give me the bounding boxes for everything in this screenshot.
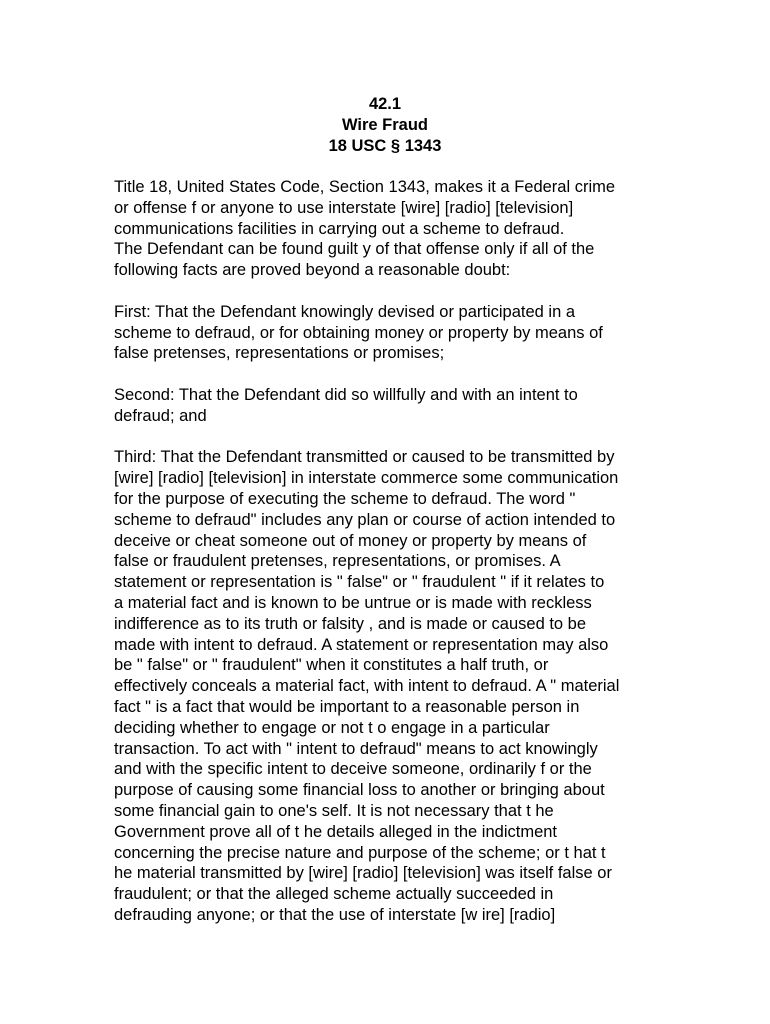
- text-line: Government prove all of t he details alleged in the indictment: [114, 822, 558, 841]
- text-line: indifference as to its truth or falsity , and is made or caused to be: [114, 614, 587, 633]
- text-line: Third: That the Defendant transmitted or caused to be transmitted by: [114, 448, 615, 467]
- text-line: be " false" or " fraudulent" when it constitutes a half truth, or: [114, 656, 549, 675]
- text-line: concerning the precise nature and purpose of the scheme; or t hat t: [114, 843, 606, 862]
- paragraph-spacer: [114, 364, 674, 385]
- text-line: for the purpose of executing the scheme to defraud. The word ": [114, 489, 576, 508]
- text-line: defraud; and: [114, 406, 207, 425]
- paragraph-spacer: [114, 427, 674, 448]
- text-line: false pretenses, representations or promises;: [114, 344, 445, 363]
- text-line: a material fact and is known to be untrue or is made with reckless: [114, 593, 592, 612]
- text-line: [wire] [radio] [television] in interstate commerce some communication: [114, 469, 619, 488]
- document-body: [114, 177, 674, 926]
- section-number: 42.1: [368, 95, 402, 113]
- text-line: fact " is a fact that would be important to a reasonable person in: [114, 697, 580, 716]
- text-line: false or fraudulent pretenses, representations, or promises. A: [114, 552, 561, 571]
- element-first-paragraph: [114, 302, 674, 364]
- text-line: scheme to defraud" includes any plan or course of action intended to: [114, 510, 616, 529]
- text-line: and with the specific intent to deceive someone, ordinarily f or the: [114, 760, 592, 779]
- paragraph-spacer: [114, 281, 674, 302]
- text-line: Title 18, United States Code, Section 1343, makes it a Federal crime: [114, 178, 616, 196]
- text-line: deceive or cheat someone out of money or property by means of: [114, 531, 587, 550]
- text-line: he material transmitted by [wire] [radio] [television] was itself false or: [114, 864, 612, 883]
- text-line: communications facilities in carrying out a scheme to defraud.: [114, 219, 565, 238]
- text-line: effectively conceals a material fact, with intent to defraud. A " material: [114, 677, 620, 696]
- statute-citation: 18 USC § 1343: [328, 136, 442, 155]
- text-line: some financial gain to one's self. It is not necessary that t he: [114, 801, 554, 820]
- text-line: deciding whether to engage or not t o engage in a particular: [114, 718, 550, 737]
- text-line: made with intent to defraud. A statement or representation may also: [114, 635, 609, 654]
- element-second-paragraph: [114, 385, 674, 427]
- text-line: transaction. To act with " intent to defraud" means to act knowingly: [114, 739, 598, 758]
- text-line: defrauding anyone; or that the use of interstate [w ire] [radio]: [114, 905, 556, 924]
- document-heading: [0, 94, 770, 156]
- text-line: purpose of causing some financial loss to another or bringing about: [114, 781, 605, 800]
- text-line: fraudulent; or that the alleged scheme actually succeeded in: [114, 885, 554, 904]
- section-title: Wire Fraud: [341, 115, 429, 134]
- intro-paragraph: [114, 177, 674, 281]
- text-line: Second: That the Defendant did so willfully and with an intent to: [114, 385, 578, 404]
- text-line: following facts are proved beyond a reasonable doubt:: [114, 261, 511, 280]
- text-line: scheme to defraud, or for obtaining money or property by means of: [114, 323, 603, 342]
- text-line: The Defendant can be found guilt y of that offense only if all of the: [114, 240, 595, 259]
- element-third-paragraph: [114, 447, 674, 925]
- text-line: statement or representation is " false" or " fraudulent " if it relates to: [114, 573, 605, 592]
- text-line: First: That the Defendant knowingly devised or participated in a: [114, 302, 576, 321]
- text-line: or offense f or anyone to use interstate [wire] [radio] [television]: [114, 198, 574, 217]
